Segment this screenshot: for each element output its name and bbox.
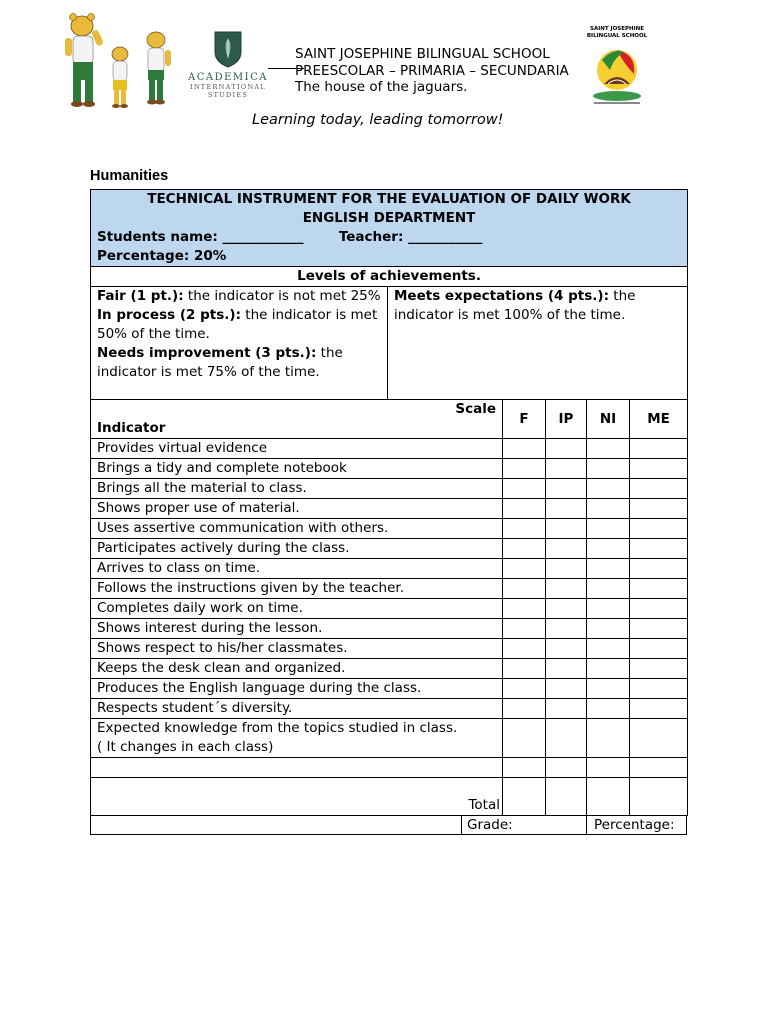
footer-divider-2 [586, 816, 587, 834]
score-cell-f[interactable] [503, 659, 546, 679]
indicator-text: Arrives to class on time. [91, 559, 503, 579]
score-cell-ni[interactable] [587, 679, 630, 699]
academica-sub-2: STUDIES [207, 91, 249, 99]
score-cell-ni[interactable] [587, 479, 630, 499]
table-row [91, 599, 688, 619]
total-cell [91, 777, 503, 815]
score-cell-me[interactable] [630, 459, 688, 479]
score-cell-f[interactable] [503, 519, 546, 539]
table-row [91, 619, 688, 639]
score-cell-me[interactable] [630, 519, 688, 539]
table-row [91, 519, 688, 539]
academica-logo [186, 30, 270, 106]
score-cell-ip[interactable] [546, 619, 587, 639]
table-row [91, 559, 688, 579]
sj-logo-line-1: SAINT JOSEPHINE [589, 26, 644, 32]
score-cell-ni[interactable] [587, 459, 630, 479]
score-cell-ip[interactable] [546, 439, 587, 459]
score-cell-me[interactable] [630, 659, 688, 679]
total-me[interactable] [630, 777, 688, 815]
score-cell-ni[interactable] [587, 539, 630, 559]
score-cell-me[interactable] [630, 479, 688, 499]
score-cell-ni[interactable] [587, 439, 630, 459]
levels-title: Levels of achievements. [91, 267, 688, 287]
saint-josephine-logo [584, 26, 650, 110]
score-cell-ni[interactable] [587, 559, 630, 579]
score-cell-f[interactable] [503, 499, 546, 519]
score-cell-me[interactable] [630, 699, 688, 719]
indicator-text: Brings a tidy and complete notebook [91, 459, 503, 479]
score-cell-ip[interactable] [546, 639, 587, 659]
school-tagline: The house of the jaguars. [295, 79, 468, 95]
score-cell-me[interactable] [630, 619, 688, 639]
expected-knowledge-line-2: ( It changes in each class) [97, 739, 274, 755]
total-label: Total [468, 796, 500, 813]
score-cell-f[interactable] [503, 479, 546, 499]
student-teacher-line [97, 228, 681, 247]
score-cell-ip[interactable] [546, 659, 587, 679]
score-cell-ni[interactable] [587, 639, 630, 659]
score-cell-ip[interactable] [546, 758, 587, 778]
score-cell-ni[interactable] [587, 699, 630, 719]
expected-knowledge-cell [91, 719, 503, 758]
score-cell-ip[interactable] [546, 499, 587, 519]
blank-row-cell [91, 758, 503, 778]
level-needs-improvement: Needs improvement (3 pts.): the indicator is met 75% of the time. [97, 345, 343, 380]
score-cell-ni[interactable] [587, 579, 630, 599]
scale-label: Scale [455, 401, 496, 417]
expected-knowledge-line-1: Expected knowledge from the topics studied in class. [97, 720, 458, 736]
title-block [91, 190, 688, 267]
school-header-text [295, 46, 569, 96]
levels-right-cell [388, 287, 688, 400]
score-cell-me[interactable] [630, 579, 688, 599]
school-name: SAINT JOSEPHINE BILINGUAL SCHOOL [295, 46, 550, 62]
table-row [91, 539, 688, 559]
score-cell-f[interactable] [503, 639, 546, 659]
indicator-text: Shows respect to his/her classmates. [91, 639, 503, 659]
score-cell-ni[interactable] [587, 499, 630, 519]
teacher-label: Teacher: ___________ [338, 229, 483, 245]
score-cell-f[interactable] [503, 679, 546, 699]
col-header-f: F [503, 400, 546, 439]
level-meets-expectations: Meets expectations (4 pts.): the indicator is met 100% of the time. [394, 288, 636, 323]
score-cell-ni[interactable] [587, 599, 630, 619]
score-cell-me[interactable] [630, 499, 688, 519]
scale-indicator-header [91, 400, 503, 439]
indicator-text: Produces the English language during the class. [91, 679, 503, 699]
score-cell-ni[interactable] [587, 619, 630, 639]
grade-footer-row [90, 815, 687, 835]
sj-logo-line-2: BILINGUAL SCHOOL [586, 33, 648, 39]
score-cell-me[interactable] [630, 639, 688, 659]
level-fair: Fair (1 pt.): the indicator is not met 25% [97, 288, 381, 304]
score-cell-ip[interactable] [546, 479, 587, 499]
percentage-footer-label: Percentage: [594, 816, 675, 833]
score-cell-ip[interactable] [546, 519, 587, 539]
score-cell-ni[interactable] [587, 758, 630, 778]
score-cell-f[interactable] [503, 619, 546, 639]
score-cell-ip[interactable] [546, 459, 587, 479]
form-title: TECHNICAL INSTRUMENT FOR THE EVALUATION OF DAILY WORK [147, 191, 631, 207]
students-name-label: Students name: ____________ [97, 229, 304, 245]
table-row [91, 499, 688, 519]
footer-divider-1 [461, 816, 462, 834]
table-row [91, 439, 688, 459]
indicator-text: Keeps the desk clean and organized. [91, 659, 503, 679]
table-row [91, 699, 688, 719]
score-cell-me[interactable] [630, 439, 688, 459]
sj-emblem-icon [584, 40, 650, 110]
score-cell-me[interactable] [630, 758, 688, 778]
score-cell-ip[interactable] [546, 579, 587, 599]
indicator-text: Completes daily work on time. [91, 599, 503, 619]
indicator-rows [91, 439, 688, 719]
academica-sub-1: INTERNATIONAL [189, 83, 267, 91]
score-cell-me[interactable] [630, 599, 688, 619]
grade-label: Grade: [467, 816, 513, 833]
col-header-me: ME [630, 400, 688, 439]
indicator-text: Shows interest during the lesson. [91, 619, 503, 639]
indicator-text: Shows proper use of material. [91, 499, 503, 519]
score-cell-me[interactable] [630, 719, 688, 758]
col-header-ip: IP [546, 400, 587, 439]
score-cell-me[interactable] [630, 539, 688, 559]
indicator-text: Brings all the material to class. [91, 479, 503, 499]
score-cell-me[interactable] [630, 559, 688, 579]
col-header-ni: NI [587, 400, 630, 439]
score-cell-f[interactable] [503, 719, 546, 758]
table-row [91, 479, 688, 499]
score-cell-ip[interactable] [546, 539, 587, 559]
score-cell-ip[interactable] [546, 719, 587, 758]
score-cell-ip[interactable] [546, 599, 587, 619]
school-motto: Learning today, leading tomorrow! [252, 112, 504, 128]
school-levels: PREESCOLAR – PRIMARIA – SECUNDARIA [295, 62, 569, 79]
score-cell-f[interactable] [503, 439, 546, 459]
score-cell-f[interactable] [503, 699, 546, 719]
score-cell-f[interactable] [503, 539, 546, 559]
table-row [91, 639, 688, 659]
total-ip[interactable] [546, 777, 587, 815]
academica-name: ACADEMICA [188, 72, 268, 83]
table-row [91, 659, 688, 679]
level-in-process: In process (2 pts.): the indicator is met 50% of the time. [97, 307, 378, 342]
score-cell-f[interactable] [503, 599, 546, 619]
indicator-text: Follows the instructions given by the teacher. [91, 579, 503, 599]
indicator-text: Participates actively during the class. [91, 539, 503, 559]
subject-label: Humanities [90, 168, 169, 184]
table-row [91, 579, 688, 599]
levels-left-cell [91, 287, 388, 400]
indicator-text: Respects student´s diversity. [91, 699, 503, 719]
table-row [91, 459, 688, 479]
score-cell-f[interactable] [503, 758, 546, 778]
indicator-text: Provides virtual evidence [91, 439, 503, 459]
indicator-label: Indicator [97, 420, 166, 436]
indicator-text: Uses assertive communication with others. [91, 519, 503, 539]
score-cell-f[interactable] [503, 579, 546, 599]
evaluation-table [90, 189, 688, 816]
score-cell-f[interactable] [503, 559, 546, 579]
jaguar-mascots-illustration [64, 10, 176, 110]
total-ni[interactable] [587, 777, 630, 815]
score-cell-ni[interactable] [587, 719, 630, 758]
table-row [91, 679, 688, 699]
department-title: ENGLISH DEPARTMENT [302, 210, 476, 226]
score-cell-f[interactable] [503, 459, 546, 479]
score-cell-ni[interactable] [587, 519, 630, 539]
percentage-label: Percentage: 20% [97, 248, 227, 264]
academica-crest-icon [213, 30, 243, 68]
score-cell-ip[interactable] [546, 559, 587, 579]
score-cell-ni[interactable] [587, 659, 630, 679]
score-cell-ip[interactable] [546, 699, 587, 719]
total-f[interactable] [503, 777, 546, 815]
score-cell-me[interactable] [630, 679, 688, 699]
score-cell-ip[interactable] [546, 679, 587, 699]
